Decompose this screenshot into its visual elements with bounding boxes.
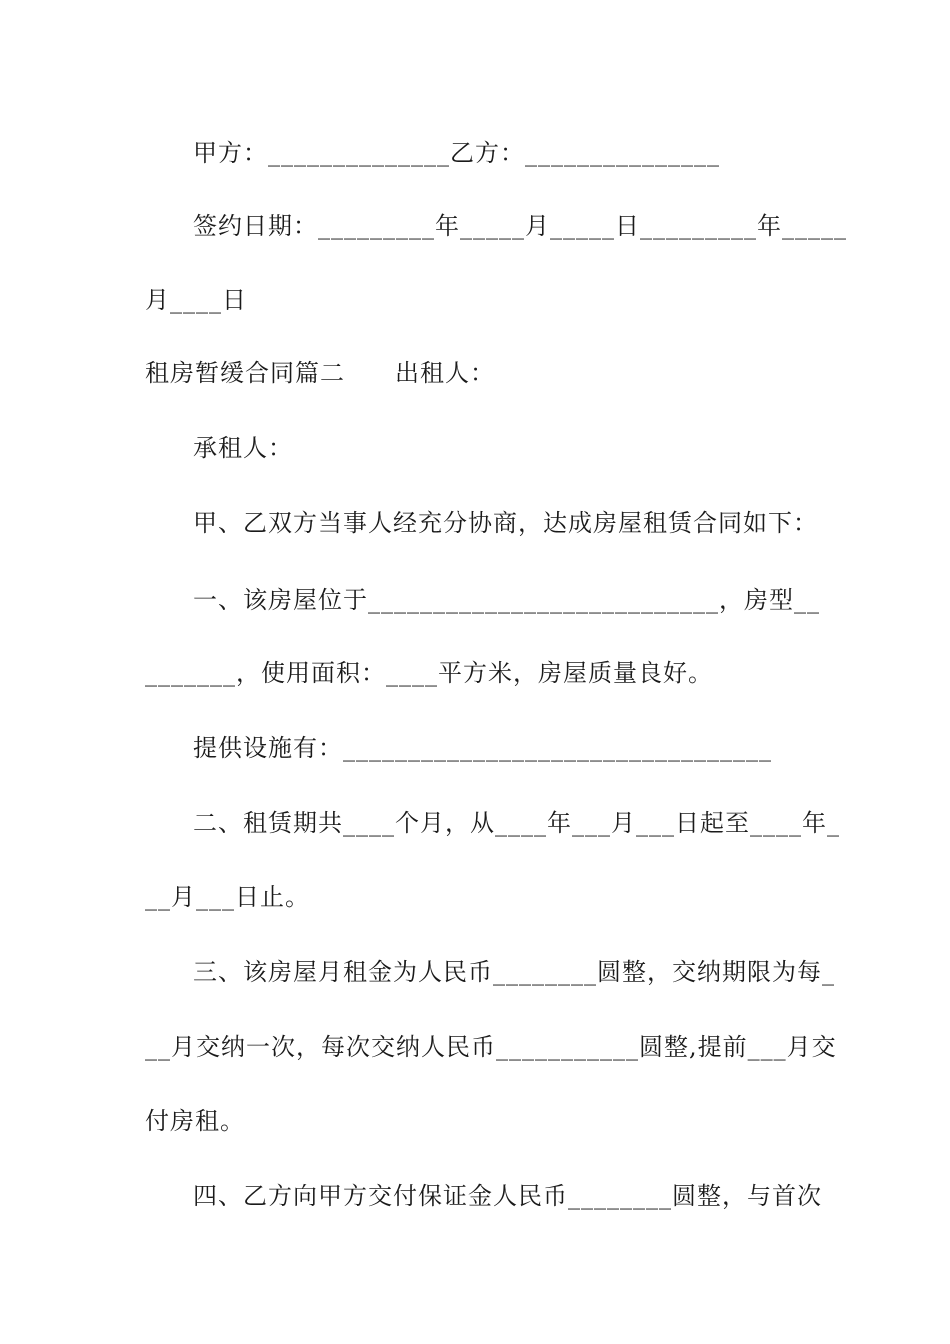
clause-4-line-1: 四、乙方向甲方交付保证金人民币________圆整，与首次 [193, 1182, 822, 1210]
section-title: 租房暂缓合同篇二 出租人： [145, 359, 495, 387]
clause-1-line-1: 一、该房屋位于___________________________，房型__ [193, 586, 820, 614]
clause-3-line-2: __月交纳一次，每次交纳人民币___________圆整,提前___月交 [145, 1033, 837, 1061]
clause-2-line-1: 二、租赁期共____个月，从____年___月___日起至____年_ [193, 809, 840, 837]
signing-date-line-cont: 月____日 [145, 286, 247, 314]
clause-1-line-2: _______，使用面积：____平方米，房屋质量良好。 [145, 659, 713, 687]
clause-3-line-3: 付房租。 [145, 1107, 245, 1135]
clause-3-line-1: 三、该房屋月租金为人民币________圆整，交纳期限为每_ [193, 958, 835, 986]
party-line: 甲方：______________乙方：_______________ [193, 139, 720, 167]
clause-2-line-2: __月___日止。 [145, 883, 310, 911]
tenant-line: 承租人： [193, 434, 293, 462]
signing-date-line: 签约日期：_________年_____月_____日_________年_____ [193, 212, 847, 240]
agreement-intro: 甲、乙双方当事人经充分协商，达成房屋租赁合同如下： [193, 509, 818, 537]
facilities-line: 提供设施有：_________________________________ [193, 734, 772, 762]
